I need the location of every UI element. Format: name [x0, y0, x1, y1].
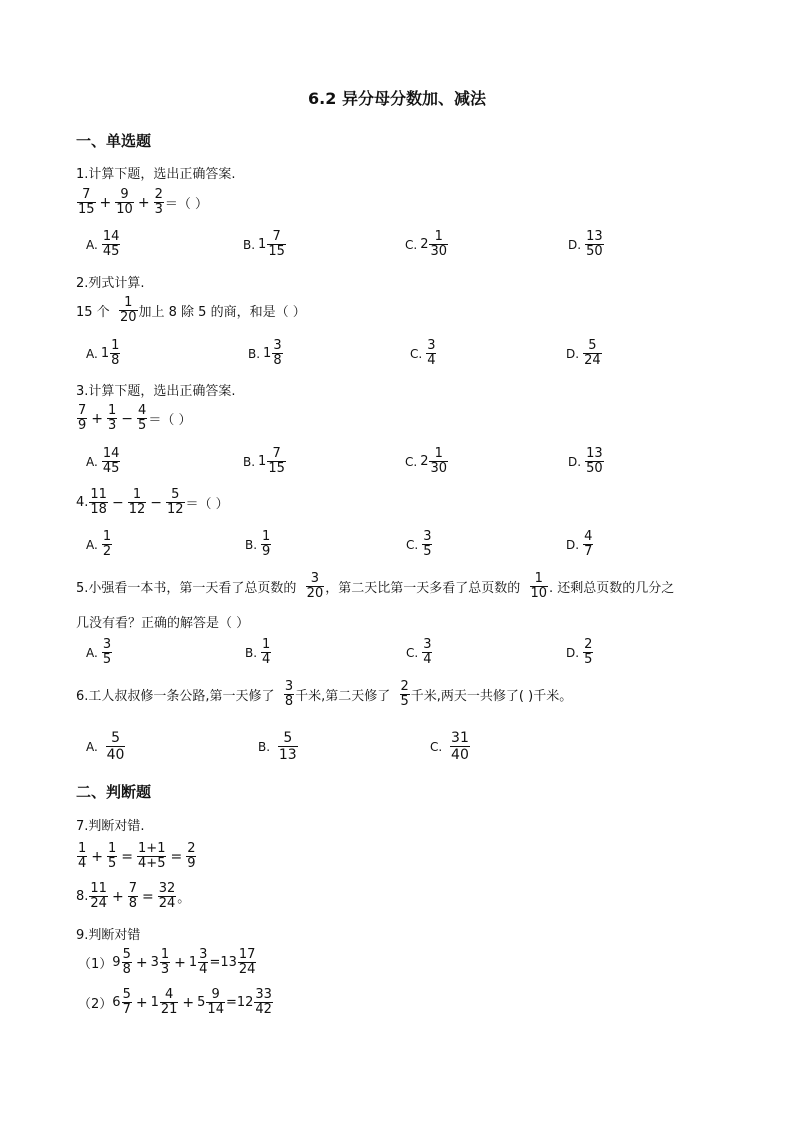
- question-6-option-c[interactable]: C. $\frac{31}{40}$: [430, 730, 469, 763]
- section-heading-true-false: 二、判断题: [76, 783, 152, 801]
- question-4-expression: 4. $\frac{11}{18}$ − $\frac{1}{12}$ − $\frac{5}{12}$ ＝（ ）: [76, 487, 229, 517]
- question-7-expression: $\frac{1}{4}$ + $\frac{1}{5}$ = $\frac{1+1}{4+5}$ = $\frac{2}{9}$: [78, 841, 196, 871]
- question-6-option-b[interactable]: B. $\frac{5}{13}$: [258, 730, 297, 763]
- question-5-option-d[interactable]: D. $\frac{2}{5}$: [566, 637, 593, 667]
- section-heading-single-choice: 一、单选题: [76, 132, 152, 150]
- question-2-option-d[interactable]: D. $\frac{5}{24}$: [566, 338, 601, 368]
- question-5-text: 5.小强看一本书，第一天看了总页数的 $\frac{3}{20}$ ，第二天比第一天多看了总页数的 $\frac{1}{10}$ . 还剩总页数的几分之: [76, 571, 675, 601]
- question-3-option-d[interactable]: D. $\frac{13}{50}$: [568, 446, 603, 476]
- question-3-expression: $\frac{7}{9}$ + $\frac{1}{3}$ − $\frac{4}{5}$ ＝（ ）: [78, 403, 192, 433]
- question-9-part-1: （1）9 $\frac{5}{8}$ + 3 $\frac{1}{3}$ + 1 $\frac{3}{4}$ =13 $\frac{17}{24}$: [78, 947, 256, 977]
- question-3-prompt: 3.计算下题，选出正确答案.: [76, 384, 236, 399]
- question-6-option-a[interactable]: A. $\frac{5}{40}$: [86, 730, 125, 763]
- question-2-text: 15 个 $\frac{1}{20}$ 加上 8 除 5 的商，和是（ ）: [76, 295, 306, 325]
- question-3-option-a[interactable]: A. $\frac{14}{45}$: [86, 446, 120, 476]
- question-4-option-c[interactable]: C. $\frac{3}{5}$: [406, 529, 432, 559]
- question-2-option-b[interactable]: B. 1 $\frac{3}{8}$: [248, 338, 282, 368]
- question-1-option-c[interactable]: C. 2 $\frac{1}{30}$: [405, 229, 448, 259]
- question-8-expression: 8. $\frac{11}{24}$ + $\frac{7}{8}$ = $\frac{32}{24}$ 。: [76, 881, 191, 911]
- page-title: 6.2 异分母分数加、减法: [308, 89, 486, 108]
- question-3-option-c[interactable]: C. 2 $\frac{1}{30}$: [405, 446, 448, 476]
- question-1-expression: $\frac{7}{15}$ + $\frac{9}{10}$ + $\frac{2}{3}$ ＝（ ）: [78, 187, 208, 217]
- question-1-option-d[interactable]: D. $\frac{13}{50}$: [568, 229, 603, 259]
- question-4-option-d[interactable]: D. $\frac{4}{7}$: [566, 529, 593, 559]
- question-6-text: 6.工人叔叔修一条公路,第一天修了 $\frac{3}{8}$ 千米,第二天修了 $\frac{2}{5}$ 千米,两天一共修了( )千米。: [76, 679, 573, 709]
- question-1-option-b[interactable]: B. 1 $\frac{7}{15}$: [243, 229, 285, 259]
- question-2-option-c[interactable]: C. $\frac{3}{4}$: [410, 338, 436, 368]
- question-5-option-b[interactable]: B. $\frac{1}{4}$: [245, 637, 271, 667]
- question-7-prompt: 7.判断对错.: [76, 819, 145, 834]
- question-5-option-c[interactable]: C. $\frac{3}{4}$: [406, 637, 432, 667]
- question-2-option-a[interactable]: A. 1 $\frac{1}{8}$: [86, 338, 120, 368]
- question-9-prompt: 9.判断对错: [76, 928, 141, 943]
- question-1-prompt: 1.计算下题，选出正确答案.: [76, 167, 236, 182]
- question-3-option-b[interactable]: B. 1 $\frac{7}{15}$: [243, 446, 285, 476]
- question-1-option-a[interactable]: A. $\frac{14}{45}$: [86, 229, 120, 259]
- question-2-prompt: 2.列式计算.: [76, 276, 145, 291]
- question-4-option-a[interactable]: A. $\frac{1}{2}$: [86, 529, 112, 559]
- question-5-text-line2: 几没有看？正确的解答是（ ）: [76, 616, 250, 631]
- question-9-part-2: （2）6 $\frac{5}{7}$ + 1 $\frac{4}{21}$ + 5 $\frac{9}{14}$ =12 $\frac{33}{42}$: [78, 987, 272, 1017]
- question-4-option-b[interactable]: B. $\frac{1}{9}$: [245, 529, 271, 559]
- question-5-option-a[interactable]: A. $\frac{3}{5}$: [86, 637, 112, 667]
